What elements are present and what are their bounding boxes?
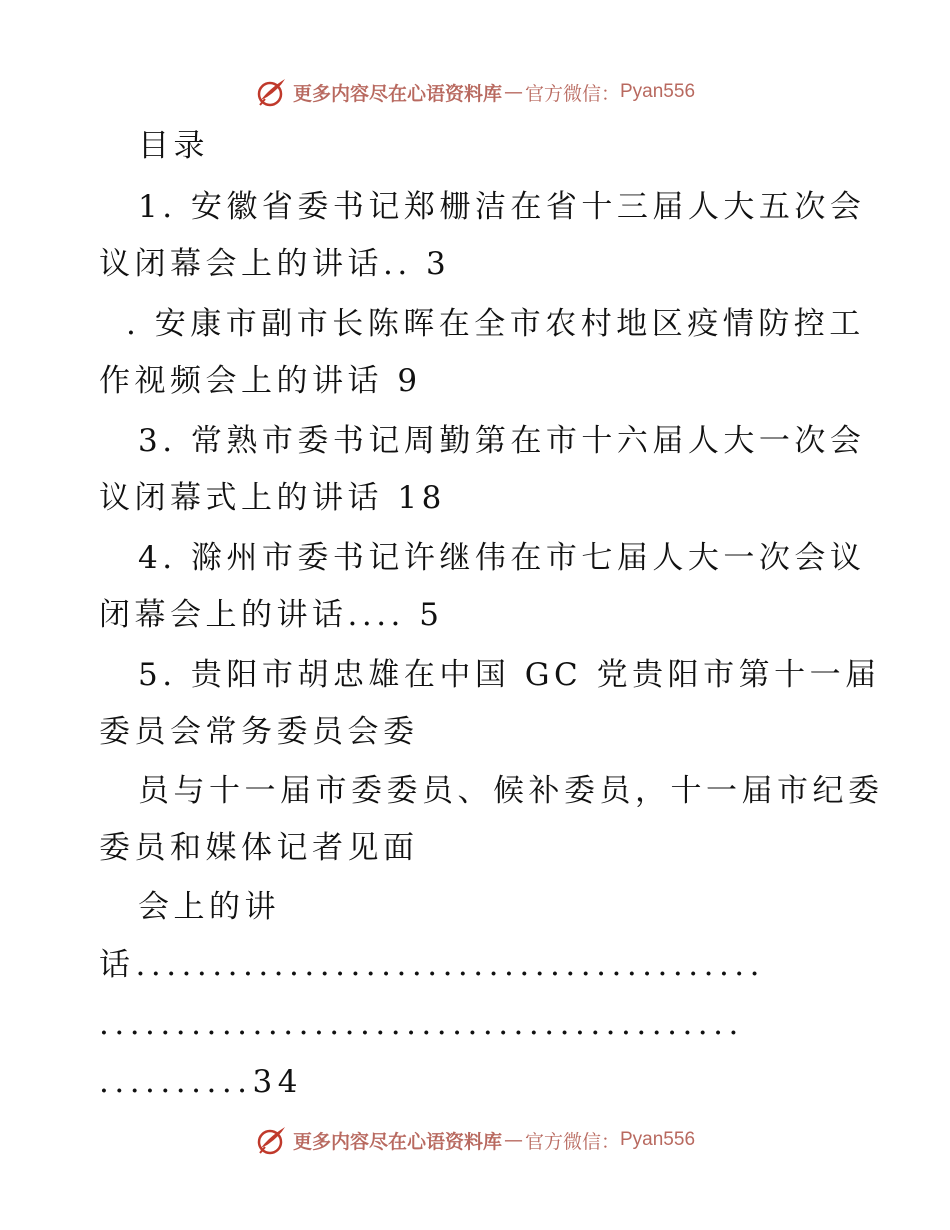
toc-line: 委员和媒体记者见面 <box>99 830 419 866</box>
banner-brand: 更多内容尽在心语资料库 <box>292 82 502 105</box>
toc-line: .......................................... <box>99 1006 744 1042</box>
toc-line: ..........34 <box>99 1064 303 1100</box>
toc-line: 议闭幕会上的讲话.. 3 <box>99 246 451 282</box>
toc-line: 4. 滁州市委书记许继伟在市七届人大一次会议 <box>138 540 866 576</box>
toc-line: 1. 安徽省委书记郑栅洁在省十三届人大五次会 <box>138 189 866 225</box>
banner-wechat-label: 官方微信： <box>524 82 620 105</box>
toc-line: . 安康市副市长陈晖在全市农村地区疫情防控工 <box>126 306 865 342</box>
toc-line: 议闭幕式上的讲话 18 <box>99 480 446 516</box>
quill-logo-icon <box>255 75 289 109</box>
footer-banner <box>0 1120 950 1160</box>
toc-line: 作视频会上的讲话 9 <box>99 363 422 399</box>
toc-line: 话......................................... <box>99 947 766 983</box>
toc-line: 委员会常务委员会委 <box>99 714 419 750</box>
banner-wechat-label: 官方微信： <box>524 1130 620 1153</box>
toc-line: 闭幕会上的讲话.... 5 <box>99 597 444 633</box>
banner-brand: 更多内容尽在心语资料库 <box>292 1130 502 1153</box>
toc-line: 会上的讲 <box>138 889 280 925</box>
toc-line: 5. 贵阳市胡忠雄在中国 GC 党贵阳市第十一届 <box>138 657 881 693</box>
banner-separator: — <box>503 81 523 103</box>
quill-logo-icon <box>255 1123 289 1157</box>
toc-line: 3. 常熟市委书记周勤第在市十六届人大一次会 <box>138 423 866 459</box>
banner-wechat-id: Pyan556 <box>620 81 696 102</box>
banner-separator: — <box>503 1129 523 1151</box>
banner-wechat-id: Pyan556 <box>620 1129 696 1150</box>
header-banner <box>0 72 950 112</box>
toc-line: 员与十一届市委委员、候补委员，十一届市纪委 <box>138 773 884 809</box>
toc-title: 目录 <box>138 128 209 164</box>
